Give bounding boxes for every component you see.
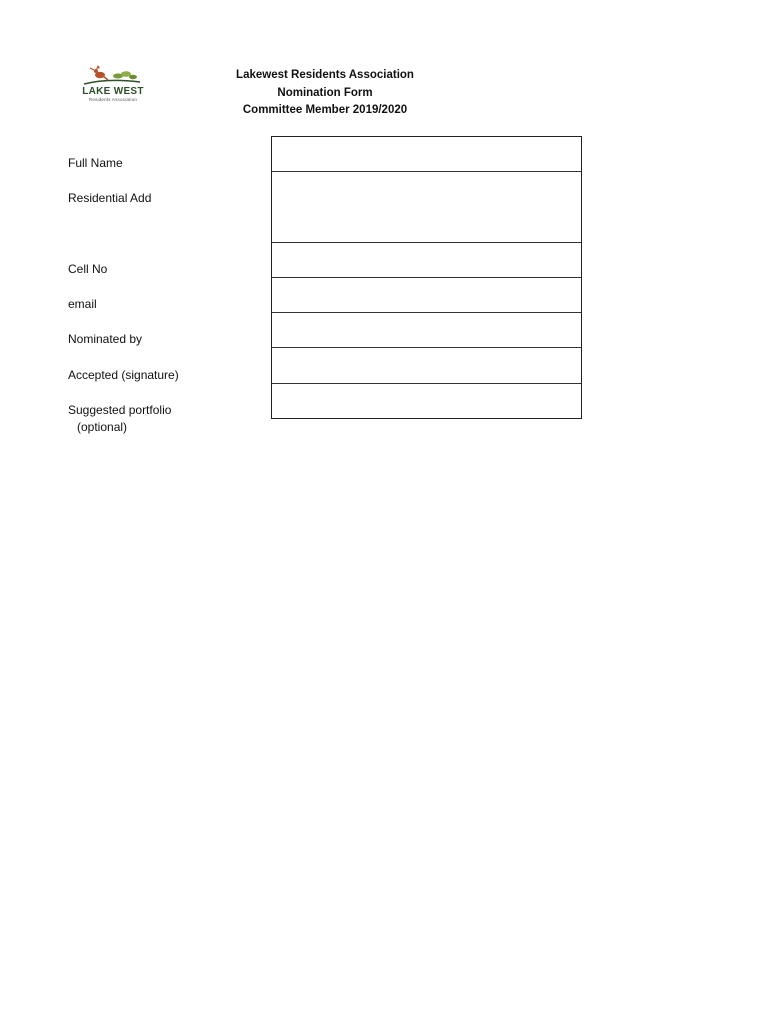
nomination-form-table	[271, 136, 582, 419]
residential-address-label: Residential Add	[68, 191, 152, 205]
signature-field[interactable]	[272, 348, 581, 384]
cell-no-label: Cell No	[68, 262, 108, 276]
cell-no-field[interactable]	[272, 243, 581, 278]
nominated-by-label: Nominated by	[68, 332, 143, 346]
portfolio-label-text: Suggested portfolio	[68, 403, 172, 417]
portfolio-field[interactable]	[272, 384, 581, 418]
full-name-field[interactable]	[272, 137, 581, 172]
suggested-portfolio-label	[68, 402, 171, 436]
association-logo	[78, 62, 148, 108]
nominated-by-field[interactable]	[272, 313, 581, 348]
email-label: email	[68, 297, 97, 311]
association-title: Lakewest Residents Association	[236, 69, 414, 81]
full-name-label: Full Name	[68, 156, 123, 170]
logo-name: LAKE WEST	[82, 86, 144, 97]
form-title: Nomination Form	[277, 86, 373, 99]
portfolio-optional-note: (optional)	[77, 420, 128, 434]
email-field[interactable]	[272, 278, 581, 313]
form-subtitle: Committee Member 2019/2020	[242, 104, 408, 116]
accepted-signature-label: Accepted (signature)	[68, 368, 179, 382]
bird-logo-icon	[78, 62, 148, 88]
form-header	[220, 67, 430, 120]
logo-tagline: Residents Association	[88, 97, 138, 102]
residential-address-field[interactable]	[272, 172, 581, 243]
